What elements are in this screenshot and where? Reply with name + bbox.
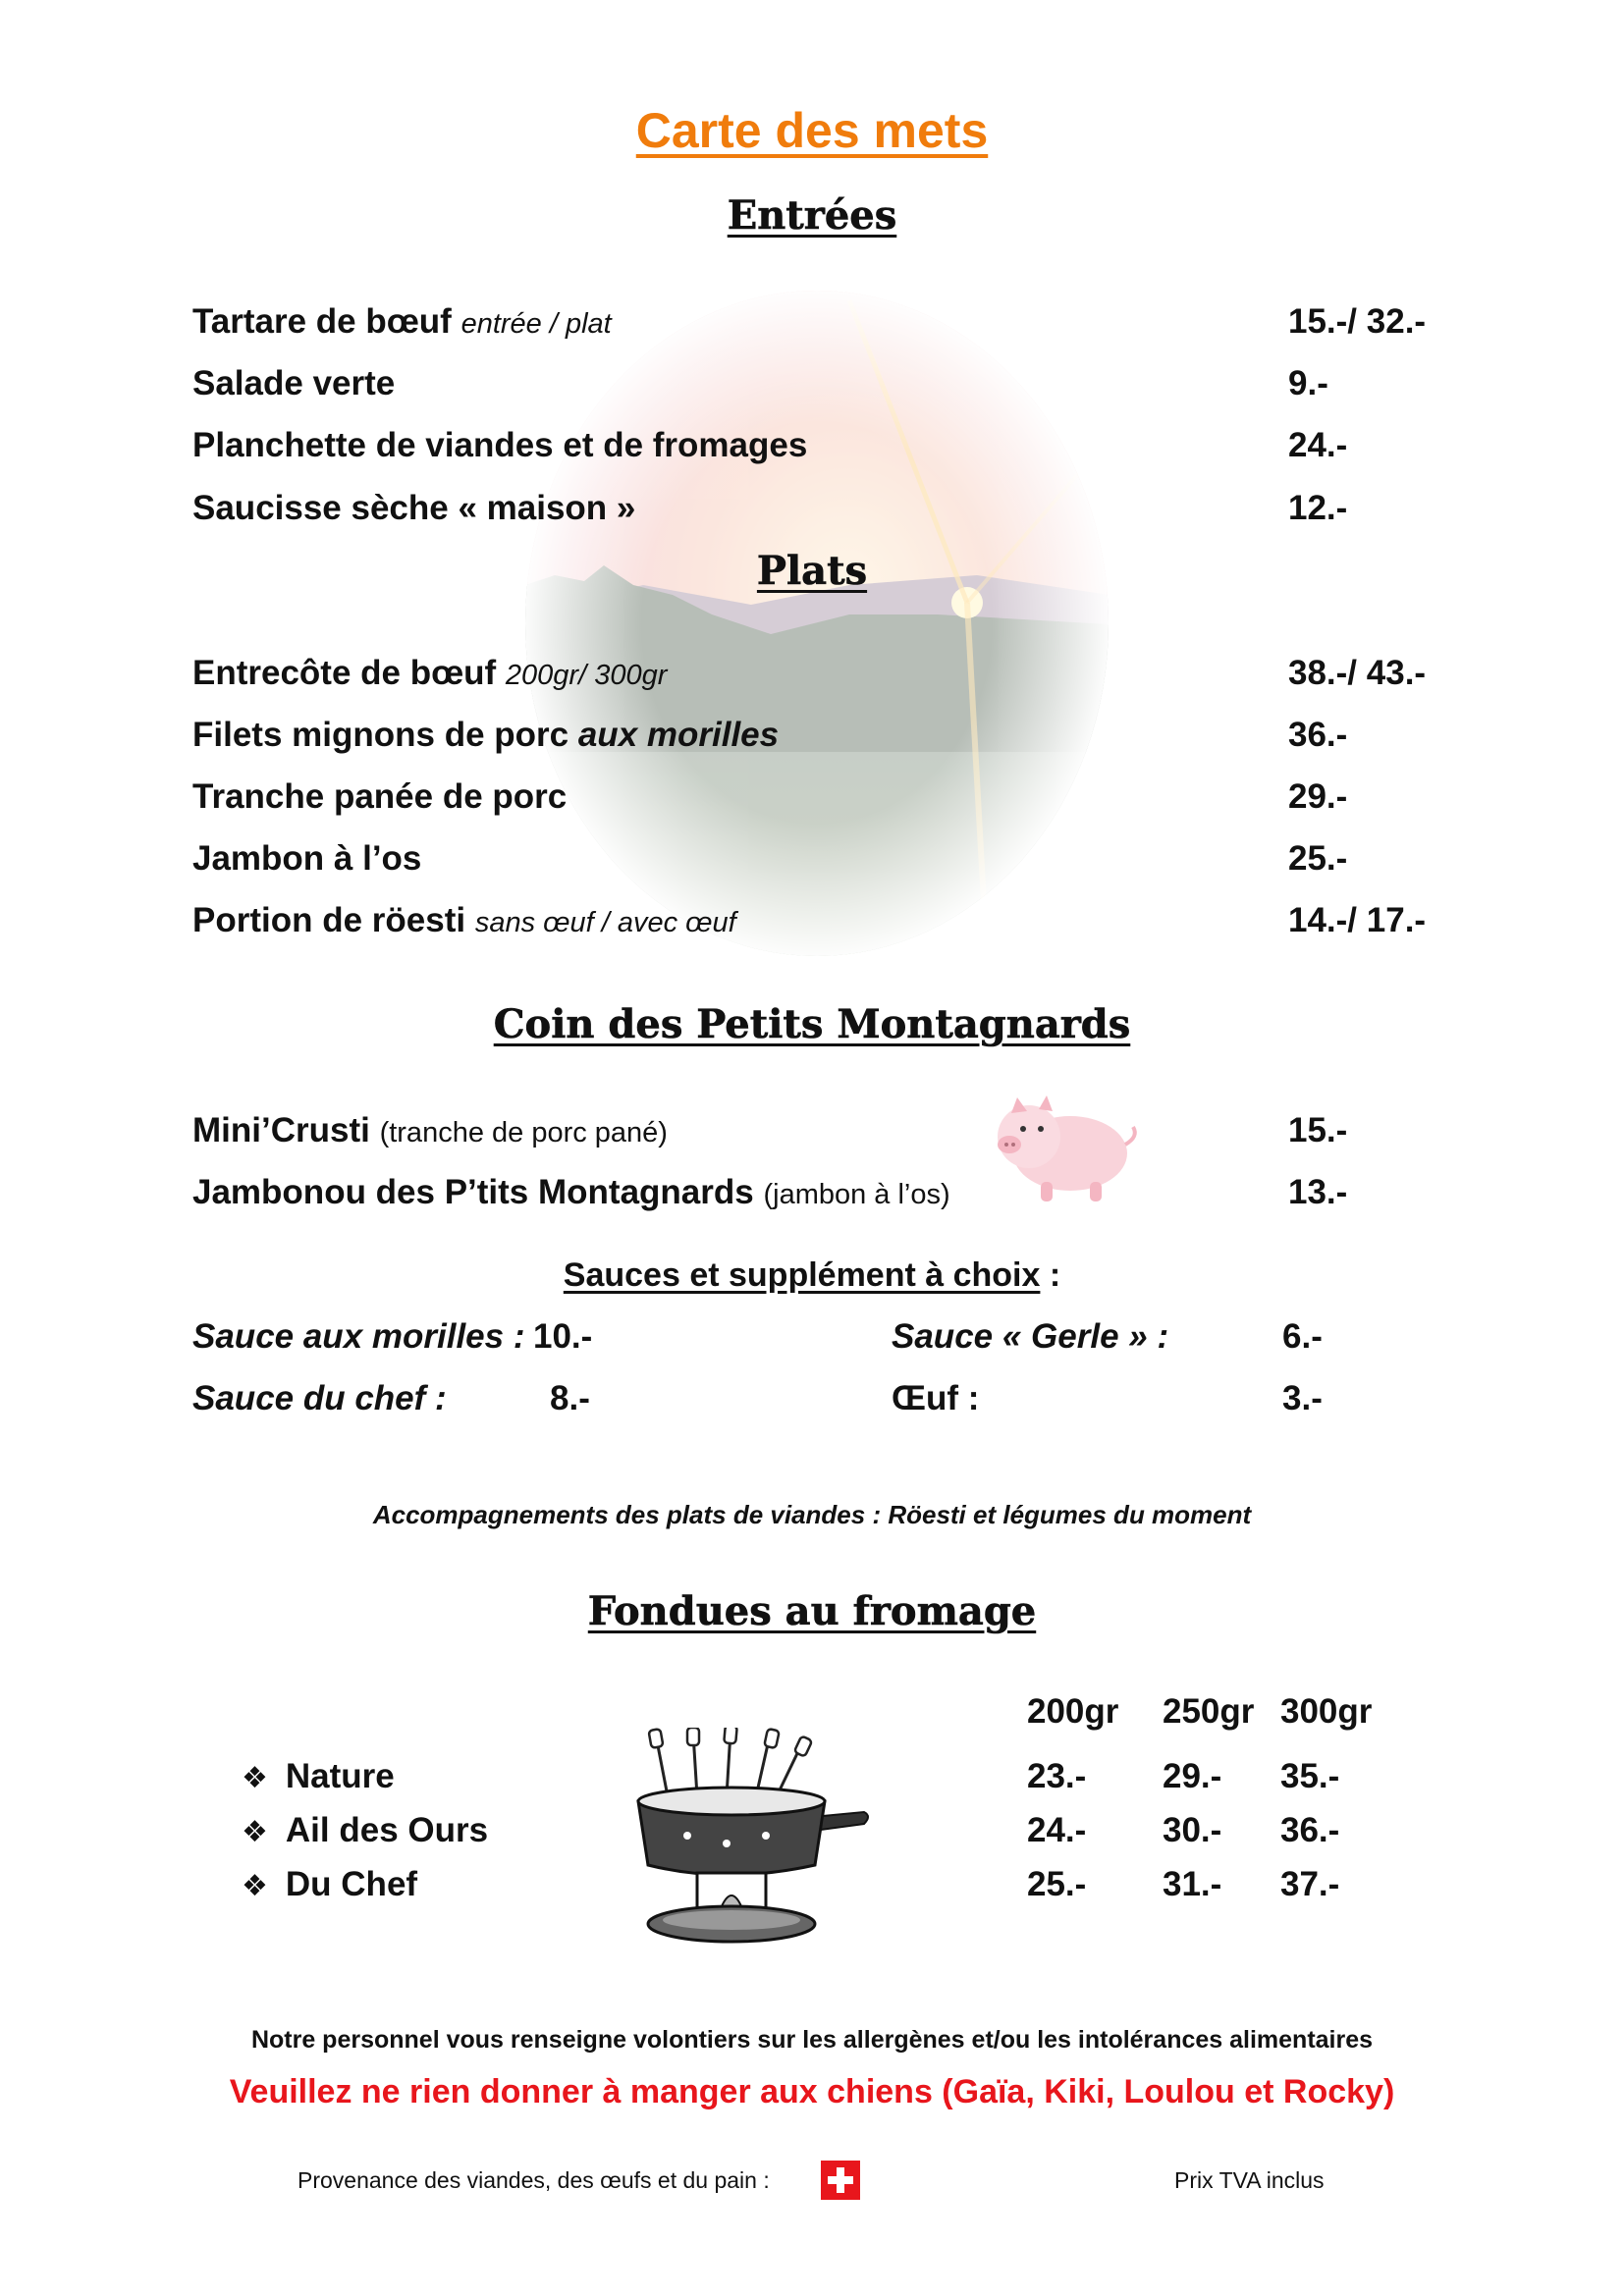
sauce-label: Œuf : <box>892 1379 980 1417</box>
menu-item: Jambonou des P’tits Montagnards (jambon à l’os) 13.- <box>192 1173 1348 1211</box>
menu-item: Tartare de bœuf entrée / plat 15.-/ 32.- <box>192 302 1427 341</box>
swiss-flag-icon <box>821 2161 860 2200</box>
sauce-label: Sauce « Gerle » : <box>892 1317 1169 1356</box>
accompaniments-note: Accompagnements des plats de viandes : Röesti et légumes du moment <box>372 1500 1252 1529</box>
menu-item: Jambon à l’os 25.- <box>192 839 1348 878</box>
fondue-price: 31.- <box>1163 1865 1222 1903</box>
fondue-price: 25.- <box>1027 1865 1087 1903</box>
fondue-item: ❖ Du Chef <box>242 1865 418 1903</box>
sauce-price: 6.- <box>1282 1317 1323 1356</box>
sauce-price: 10.- <box>533 1317 593 1356</box>
menu-item: Filets mignons de porc aux morilles 36.- <box>192 716 1348 754</box>
fondue-price: 24.- <box>1027 1811 1087 1849</box>
menu-item: Salade verte 9.- <box>192 364 1328 402</box>
fondue-price: 36.- <box>1280 1811 1340 1849</box>
fondue-item: ❖ Ail des Ours <box>242 1811 489 1849</box>
menu-item: Portion de röesti sans œuf / avec œuf 14.-/ 17.- <box>192 901 1427 939</box>
fondue-price: 29.- <box>1163 1757 1222 1795</box>
fondue-price: 23.- <box>1027 1757 1087 1795</box>
fondue-column-header: 200gr <box>1027 1692 1119 1731</box>
fondue-price: 35.- <box>1280 1757 1340 1795</box>
menu-item: Mini’Crusti (tranche de porc pané) 15.- <box>192 1111 1348 1149</box>
section-title-petits: Coin des Petits Montagnards <box>493 1001 1131 1047</box>
fondue-pot-icon <box>628 1728 874 1953</box>
sauces-heading: Sauces et supplément à choix : <box>563 1256 1061 1294</box>
fondue-item: ❖ Nature <box>242 1757 395 1795</box>
diamond-bullet-icon: ❖ <box>242 1816 268 1848</box>
diamond-bullet-icon: ❖ <box>242 1762 268 1794</box>
allergens-note: Notre personnel vous renseigne volontiers sur les allergènes et/ou les intolérances alimentaires <box>250 2026 1374 2054</box>
fondue-price: 30.- <box>1163 1811 1222 1849</box>
section-title-plats: Plats <box>756 548 868 594</box>
menu-item: Planchette de viandes et de fromages 24.- <box>192 426 1348 464</box>
sauce-label: Sauce du chef : <box>192 1379 447 1417</box>
section-title-fondues: Fondues au fromage <box>587 1588 1037 1634</box>
menu-item: Tranche panée de porc 29.- <box>192 777 1348 816</box>
menu-item: Entrecôte de bœuf 200gr/ 300gr 38.-/ 43.- <box>192 654 1427 692</box>
sauce-price: 3.- <box>1282 1379 1323 1417</box>
dogs-warning: Veuillez ne rien donner à manger aux chiens (Gaïa, Kiki, Loulou et Rocky) <box>229 2073 1395 2110</box>
section-title-entrees: Entrées <box>727 192 897 239</box>
diamond-bullet-icon: ❖ <box>242 1870 268 1902</box>
fondue-column-header: 250gr <box>1163 1692 1255 1731</box>
fondue-column-header: 300gr <box>1280 1692 1373 1731</box>
fondue-price: 37.- <box>1280 1865 1340 1903</box>
origin-note: Provenance des viandes, des œufs et du pain : <box>298 2167 770 2193</box>
sauce-price: 8.- <box>550 1379 590 1417</box>
menu-item: Saucisse sèche « maison » 12.- <box>192 489 1348 527</box>
sauce-label: Sauce aux morilles : <box>192 1317 525 1356</box>
menu-title: Carte des mets <box>635 103 989 158</box>
vat-note: Prix TVA inclus <box>1174 2167 1325 2193</box>
